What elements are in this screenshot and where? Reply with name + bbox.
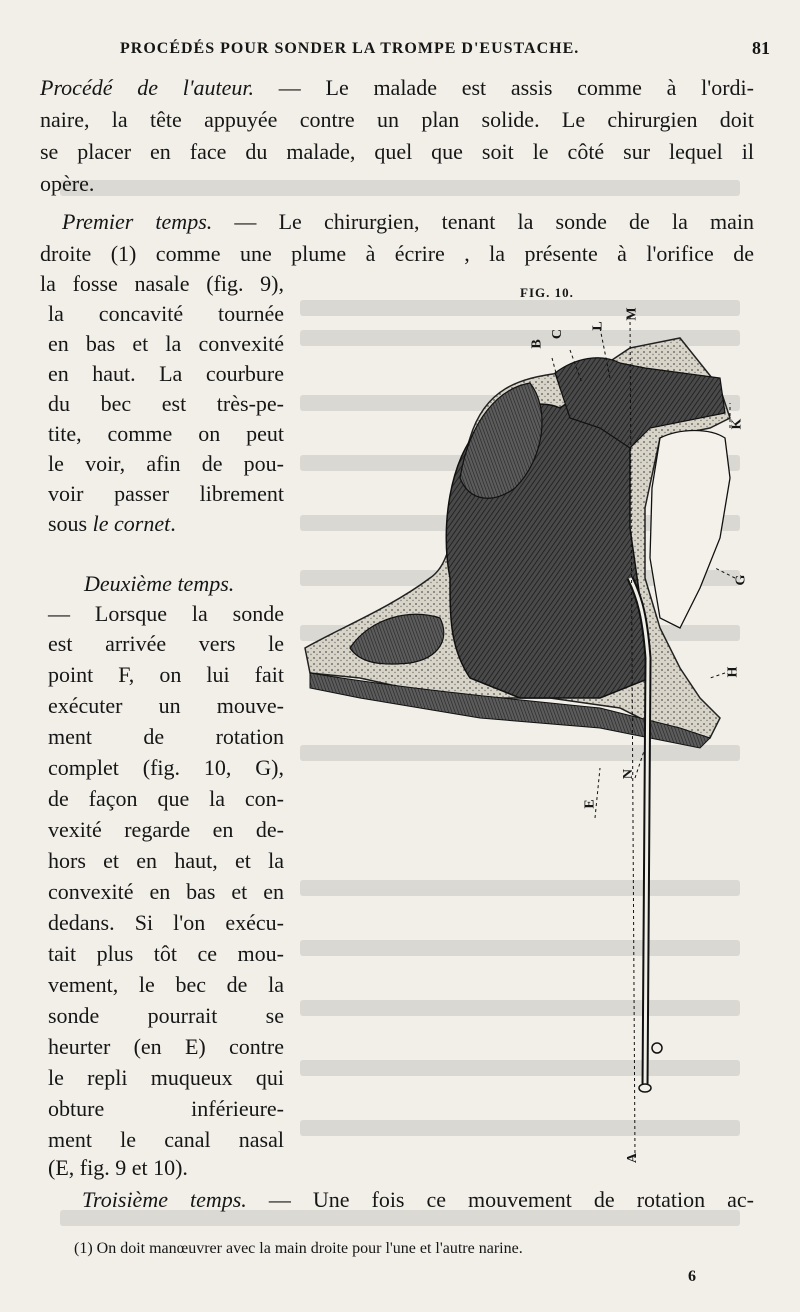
paragraph-line: Procédé de l'auteur. — Le malade est assis comme à l'ordi- [40, 75, 754, 100]
section-label: Troisième temps. [82, 1187, 247, 1212]
anatomical-engraving [300, 278, 770, 1178]
paragraph-line: sous le cornet. [48, 511, 176, 536]
paragraph-line: en haut. La courbure [48, 361, 284, 386]
paragraph-line: ment de rotation [48, 724, 284, 749]
section-label: Premier temps. [62, 209, 213, 234]
figure-letter-b: B [529, 339, 545, 349]
running-title: PROCÉDÉS POUR SONDER LA TROMPE D'EUSTACHE. [120, 40, 580, 57]
paragraph-line: opère. [40, 171, 95, 196]
paragraph-line: point F, on lui fait [48, 662, 284, 687]
paragraph-line: heurter (en E) contre [48, 1034, 284, 1059]
paragraph-line: sonde pourrait se [48, 1003, 284, 1028]
paragraph-line: dedans. Si l'on exécu- [48, 910, 284, 935]
section-label: Procédé de l'auteur. [40, 75, 255, 100]
figure-letter-m: M [624, 307, 640, 321]
paragraph-line: Troisième temps. — Une fois ce mouvement de rotation ac- [82, 1187, 754, 1212]
paragraph-line: vexité regarde en de- [48, 817, 284, 842]
figure-letter-g: G [733, 574, 749, 586]
footnote: (1) On doit manœuvrer avec la main droite pour l'une et l'autre narine. [74, 1240, 523, 1257]
paragraph-line: le repli muqueux qui [48, 1065, 284, 1090]
figure-letter-c: C [550, 328, 566, 340]
figure-letter-l: L [590, 321, 606, 331]
figure-letter-h: H [725, 666, 741, 678]
figure-letter-e: E [582, 799, 598, 809]
paragraph-line: tite, comme on peut [48, 421, 284, 446]
paragraph-line: est arrivée vers le [48, 631, 284, 656]
paragraph-line: se placer en face du malade, quel que soit le côté sur lequel il [40, 139, 754, 164]
page-number: 81 [752, 38, 770, 58]
figure-caption: FIG. 10. [520, 285, 574, 300]
paragraph-line: obture inférieure- [48, 1096, 284, 1121]
paragraph-line: droite (1) comme une plume à écrire , la présente à l'orifice de [40, 241, 754, 266]
paragraph-line: convexité en bas et en [48, 879, 284, 904]
paragraph-line: de façon que la con- [48, 786, 284, 811]
signature-mark: 6 [688, 1268, 696, 1285]
figure-letter-n: N [621, 768, 637, 780]
paragraph-line: la concavité tournée [48, 301, 284, 326]
paragraph-line: exécuter un mouve- [48, 693, 284, 718]
paragraph-line: voir passer librement [48, 481, 284, 506]
paragraph-line: Premier temps. — Le chirurgien, tenant la sonde de la main [62, 209, 754, 234]
paragraph-line: naire, la tête appuyée contre un plan solide. Le chirurgien doit [40, 107, 754, 132]
section-label: Deuxième temps. [84, 571, 235, 596]
paragraph-line: en bas et la convexité [48, 331, 284, 356]
paragraph-line: — Lorsque la sonde [48, 601, 284, 626]
paragraph-line: vement, le bec de la [48, 972, 284, 997]
paragraph-line: ment le canal nasal [48, 1127, 284, 1152]
figure-letter-a: A [625, 1152, 641, 1164]
paragraph-line: tait plus tôt ce mou- [48, 941, 284, 966]
paragraph-line: hors et en haut, et la [48, 848, 284, 873]
paragraph-line: le voir, afin de pou- [48, 451, 284, 476]
figure-letter-k: K [729, 418, 745, 430]
paragraph-line: la fosse nasale (fig. 9), [40, 271, 284, 296]
paragraph-line: du bec est très-pe- [48, 391, 284, 416]
paragraph-line: complet (fig. 10, G), [48, 755, 284, 780]
page-header [40, 36, 770, 66]
paragraph-line: (E, fig. 9 et 10). [48, 1155, 188, 1180]
